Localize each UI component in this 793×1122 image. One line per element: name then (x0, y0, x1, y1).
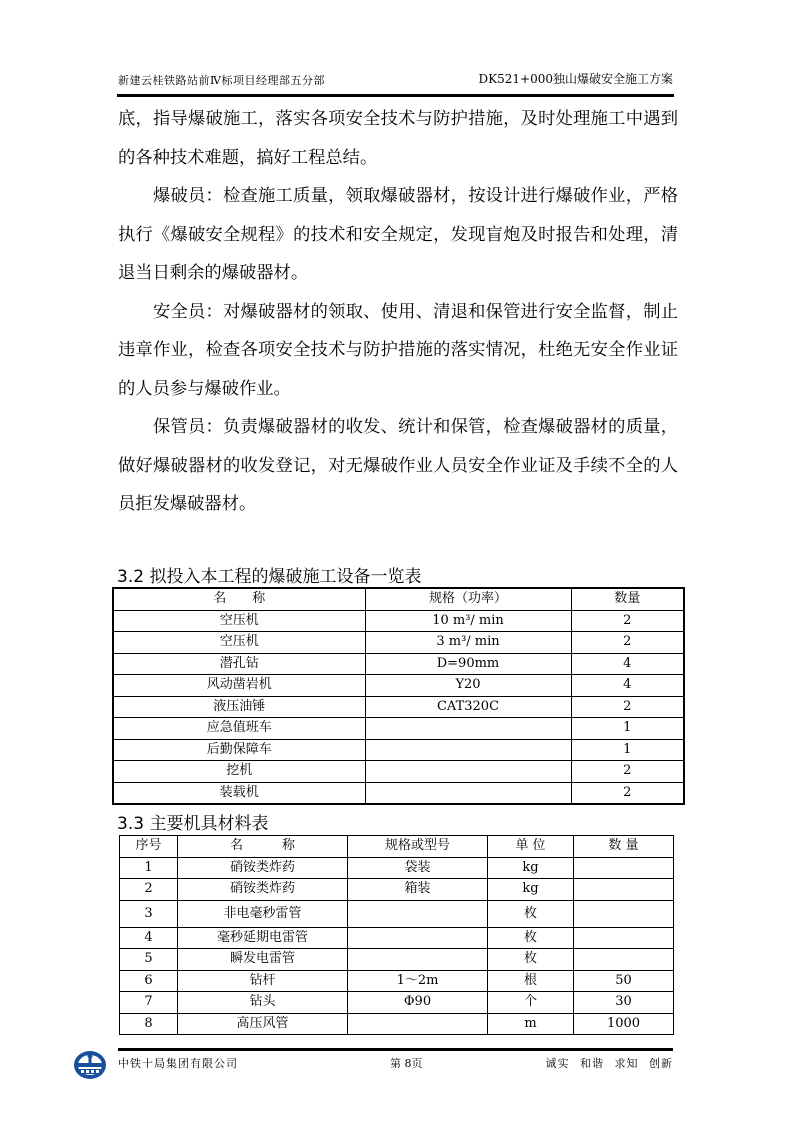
header-cell-index: 序号 (120, 836, 178, 858)
cell-spec (365, 782, 571, 804)
cell-index: 7 (120, 992, 178, 1014)
cell-unit: kg (488, 857, 574, 879)
cell-name: 空压机 (113, 632, 365, 654)
cell-spec: D=90mm (365, 653, 571, 675)
cell-spec (365, 718, 571, 740)
cell-qty: 1 (571, 739, 684, 761)
header-cell-spec: 规格（功率） (365, 588, 571, 610)
cell-qty (574, 949, 674, 971)
cell-name: 液压油锤 (113, 696, 365, 718)
cell-index: 3 (120, 900, 178, 927)
cell-spec: CAT320C (365, 696, 571, 718)
table-header-row (113, 588, 684, 610)
cell-qty: 1 (571, 718, 684, 740)
cell-spec (365, 761, 571, 783)
header-project-name: 新建云桂铁路站前Ⅳ标项目经理部五分部 (118, 74, 325, 87)
cell-spec (348, 900, 488, 927)
cell-qty (574, 900, 674, 927)
cell-name: 钻杆 (178, 970, 348, 992)
cell-name: 瞬发电雷管 (178, 949, 348, 971)
cell-unit: kg (488, 879, 574, 901)
cell-spec (348, 1013, 488, 1035)
material-table (119, 835, 674, 1035)
cell-name: 后勤保障车 (113, 739, 365, 761)
table-row (113, 739, 684, 761)
cell-name: 装载机 (113, 782, 365, 804)
cell-name: 高压风管 (178, 1013, 348, 1035)
cell-spec (348, 949, 488, 971)
paragraph-custodian: 保管员：负责爆破器材的收发、统计和保管，检查爆破器材的质量，做好爆破器材的收发登记，对无爆破作业人员安全作业证及手续不全的人员拒发爆破器材。 (118, 417, 678, 514)
header-cell-qty: 数 量 (574, 836, 674, 858)
cell-qty: 4 (571, 675, 684, 697)
paragraph-continuation: 底，指导爆破施工，落实各项安全技术与防护措施，及时处理施工中遇到的各种技术难题，搞好工程总结。 (118, 109, 678, 168)
paragraph-blaster: 爆破员：检查施工质量，领取爆破器材，按设计进行爆破作业，严格执行《爆破安全规程》的技术和安全规定，发现盲炮及时报告和处理，清退当日剩余的爆破器材。 (118, 186, 678, 283)
cell-name: 挖机 (113, 761, 365, 783)
cell-name: 毫秒延期电雷管 (178, 927, 348, 949)
body-text (118, 100, 678, 524)
footer-motto: 诚实 和谐 求知 创新 (545, 1057, 673, 1070)
header-cell-unit: 单 位 (488, 836, 574, 858)
material-table-title: 3.3 主要机具材料表 (117, 814, 269, 834)
table-row (120, 970, 674, 992)
crcc-logo-icon (73, 1050, 107, 1080)
page-footer (118, 1055, 673, 1073)
cell-qty: 2 (571, 761, 684, 783)
cell-qty: 50 (574, 970, 674, 992)
cell-qty (574, 927, 674, 949)
cell-index: 8 (120, 1013, 178, 1035)
table-row (113, 782, 684, 804)
table-row (120, 900, 674, 927)
table-row (120, 949, 674, 971)
cell-name: 风动凿岩机 (113, 675, 365, 697)
header-cell-spec: 规格或型号 (348, 836, 488, 858)
page-header (118, 68, 673, 90)
table-row (120, 992, 674, 1014)
cell-index: 1 (120, 857, 178, 879)
cell-unit: 根 (488, 970, 574, 992)
cell-index: 2 (120, 879, 178, 901)
header-cell-qty: 数量 (571, 588, 684, 610)
cell-spec: 3 m³/ min (365, 632, 571, 654)
cell-qty: 2 (571, 696, 684, 718)
cell-index: 5 (120, 949, 178, 971)
cell-name: 硝铵类炸药 (178, 879, 348, 901)
cell-spec: Y20 (365, 675, 571, 697)
cell-index: 6 (120, 970, 178, 992)
header-cell-name: 名 称 (178, 836, 348, 858)
table-row (113, 675, 684, 697)
paragraph-safety-officer: 安全员：对爆破器材的领取、使用、清退和保管进行安全监督，制止违章作业，检查各项安全技术与防护措施的落实情况，杜绝无安全作业证的人员参与爆破作业。 (118, 301, 678, 399)
cell-spec: 箱装 (348, 879, 488, 901)
cell-spec: Φ90 (348, 992, 488, 1014)
cell-name: 潜孔钻 (113, 653, 365, 675)
cell-unit: m (488, 1013, 574, 1035)
table-row (120, 879, 674, 901)
cell-qty: 1000 (574, 1013, 674, 1035)
cell-unit: 枚 (488, 927, 574, 949)
cell-unit: 个 (488, 992, 574, 1014)
cell-name: 非电毫秒雷管 (178, 900, 348, 927)
page-number: 第 8页 (390, 1057, 423, 1070)
cell-index: 4 (120, 927, 178, 949)
cell-spec (365, 739, 571, 761)
table-header-row (120, 836, 674, 858)
table-row (120, 857, 674, 879)
cell-spec: 袋装 (348, 857, 488, 879)
table-row (113, 632, 684, 654)
cell-qty (574, 857, 674, 879)
equipment-table (112, 587, 685, 805)
cell-qty (574, 879, 674, 901)
cell-qty: 2 (571, 610, 684, 632)
cell-unit: 枚 (488, 900, 574, 927)
table-row (113, 761, 684, 783)
cell-spec: 1～2m (348, 970, 488, 992)
cell-qty: 4 (571, 653, 684, 675)
footer-company: 中铁十局集团有限公司 (118, 1057, 238, 1070)
table-row (120, 1013, 674, 1035)
cell-name: 空压机 (113, 610, 365, 632)
table-row (113, 718, 684, 740)
table-row (120, 927, 674, 949)
table-row (113, 610, 684, 632)
header-cell-name: 名 称 (113, 588, 365, 610)
equipment-table-title: 3.2 拟投入本工程的爆破施工设备一览表 (117, 567, 422, 587)
table-row (113, 653, 684, 675)
cell-unit: 枚 (488, 949, 574, 971)
cell-qty: 2 (571, 782, 684, 804)
header-document-title: DK521+000独山爆破安全施工方案 (478, 72, 673, 86)
cell-name: 硝铵类炸药 (178, 857, 348, 879)
table-row (113, 696, 684, 718)
cell-qty: 2 (571, 632, 684, 654)
cell-spec (348, 927, 488, 949)
cell-name: 应急值班车 (113, 718, 365, 740)
cell-name: 钻头 (178, 992, 348, 1014)
header-divider (117, 94, 674, 97)
cell-qty: 30 (574, 992, 674, 1014)
footer-divider (118, 1048, 673, 1051)
cell-spec: 10 m³/ min (365, 610, 571, 632)
